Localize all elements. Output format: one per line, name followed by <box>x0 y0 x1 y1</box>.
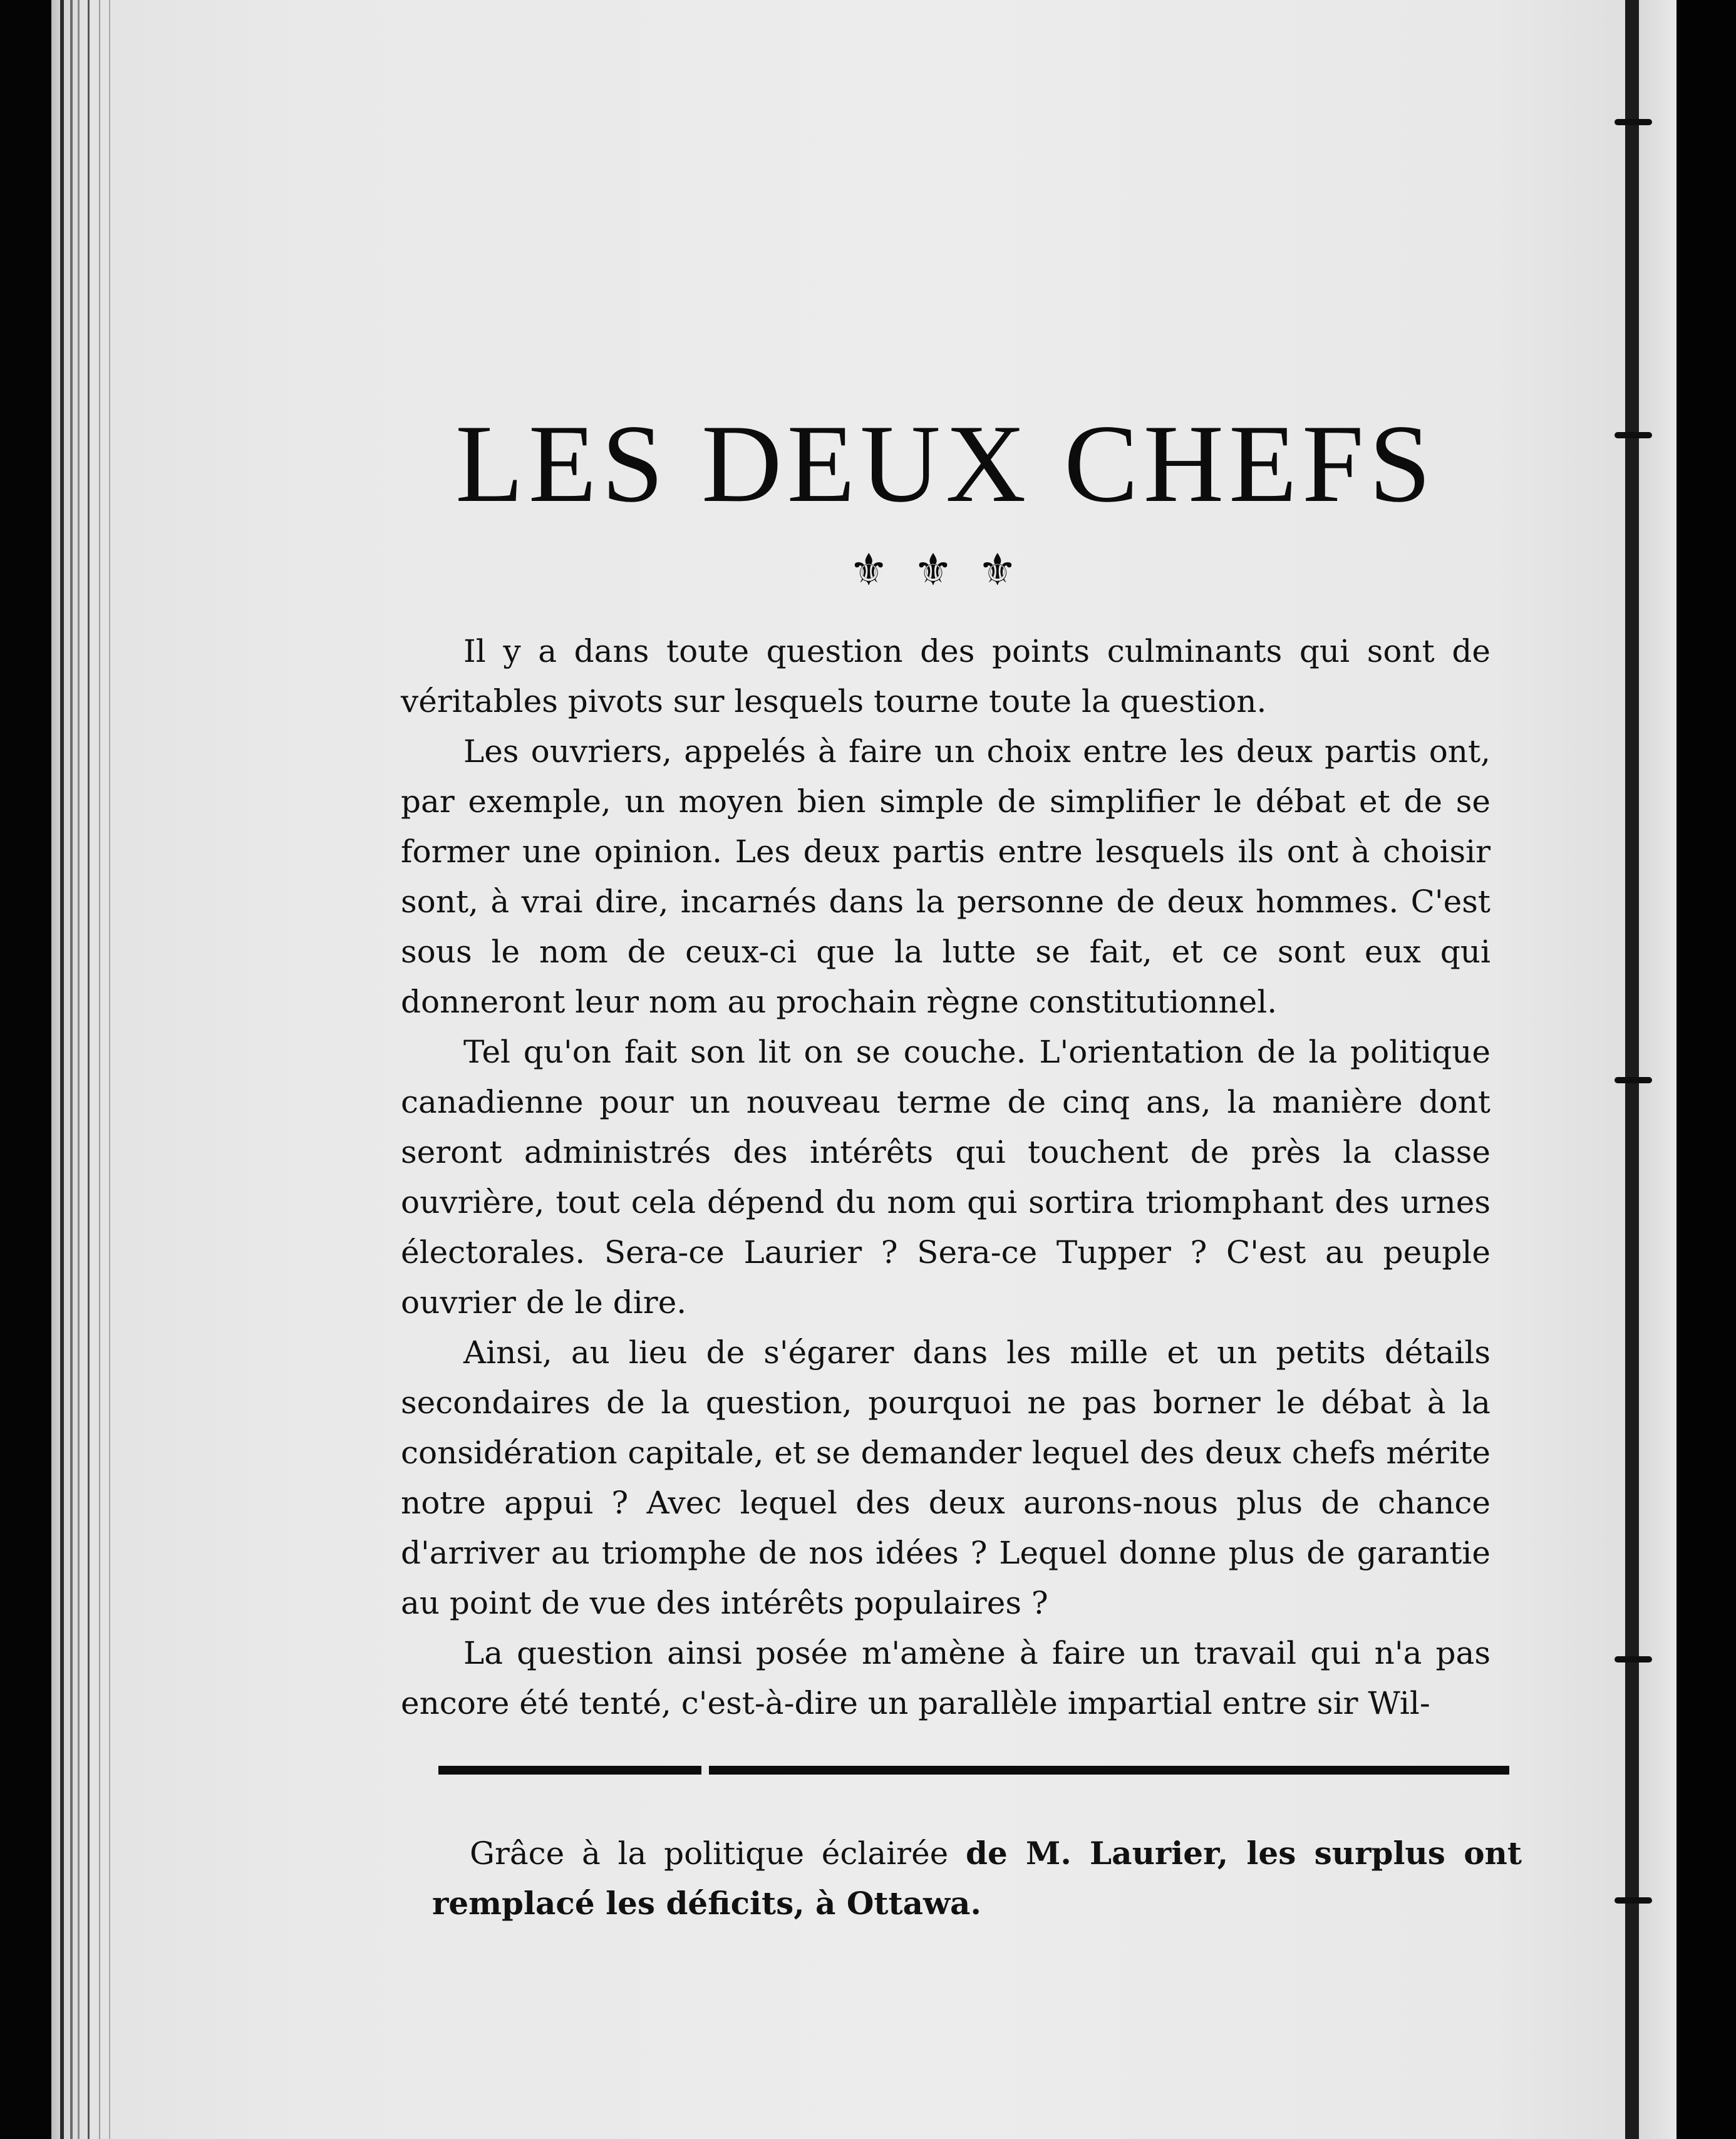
paragraph: Tel qu'on fait son lit on se couche. L'orientation de la politique canadienne pour un nouveau terme de cinq ans, la manière dont seront administrés des intérêts qui touchent de près la classe ouvrière, tout cela dépend du nom qui sortira triomphant des urnes électorales. Sera-ce Laurier ? Sera-ce Tupper ? C'est au peuple ouvrier de le dire. <box>401 1034 1491 1321</box>
rule-gap <box>701 1766 709 1775</box>
binding-stitch <box>1615 1897 1652 1904</box>
page-title: LES DEUX CHEFS <box>455 401 1436 525</box>
fleur-de-lis-ornaments: ⚜⚜⚜ <box>849 544 1043 595</box>
page-edge <box>88 0 90 2139</box>
footnote-bold-text: de M. Laurier, les surplus ont remplacé les déficits, à Ottawa. <box>432 1835 1522 1922</box>
binding-stitch <box>1615 432 1652 438</box>
page-edge <box>60 0 64 2139</box>
rule-line <box>438 1766 1509 1775</box>
page-edge <box>109 0 110 2139</box>
page-edge <box>99 0 100 2139</box>
footnote <box>432 1828 1522 1929</box>
right-scan-margin <box>1677 0 1736 2139</box>
binding-stitch <box>1615 1656 1652 1662</box>
binding-stitch <box>1615 1077 1652 1083</box>
paragraph: La question ainsi posée m'amène à faire un travail qui n'a pas encore été tenté, c'est-à-dire un parallèle impartial entre sir Wil- <box>401 1635 1491 1721</box>
facing-page-edge <box>1639 0 1677 2139</box>
footnote-text: Grâce à la politique éclairée <box>470 1835 966 1872</box>
left-scan-margin <box>0 0 56 2139</box>
binding-gutter <box>1625 0 1639 2139</box>
paragraph: Ainsi, au lieu de s'égarer dans les mille et un petits détails secondaires de la question, pourquoi ne pas borner le débat à la considération capitale, et se demander lequel des deux chefs mérite notre appui ? Avec lequel des deux aurons-nous plus de chance d'arriver au triomphe de nos idées ? Lequel donne plus de garantie au point de vue des intérêts populaires ? <box>401 1334 1491 1621</box>
paragraph: Il y a dans toute question des points culminants qui sont de véritables pivots sur lesquels tourne toute la question. <box>401 633 1491 719</box>
page-edge <box>78 0 80 2139</box>
horizontal-rule <box>438 1766 1509 1781</box>
paragraph: Les ouvriers, appelés à faire un choix entre les deux partis ont, par exemple, un moyen bien simple de simplifier le débat et de se former une opinion. Les deux partis entre lesquels ils ont à choisir sont, à vrai dire, incarnés dans la personne de deux hommes. C'est sous le nom de ceux-ci que la lutte se fait, et ce sont eux qui donneront leur nom au prochain règne constitutionnel. <box>401 733 1491 1020</box>
article-body <box>401 626 1491 1728</box>
page-edge <box>70 0 73 2139</box>
binding-stitch <box>1615 119 1652 125</box>
